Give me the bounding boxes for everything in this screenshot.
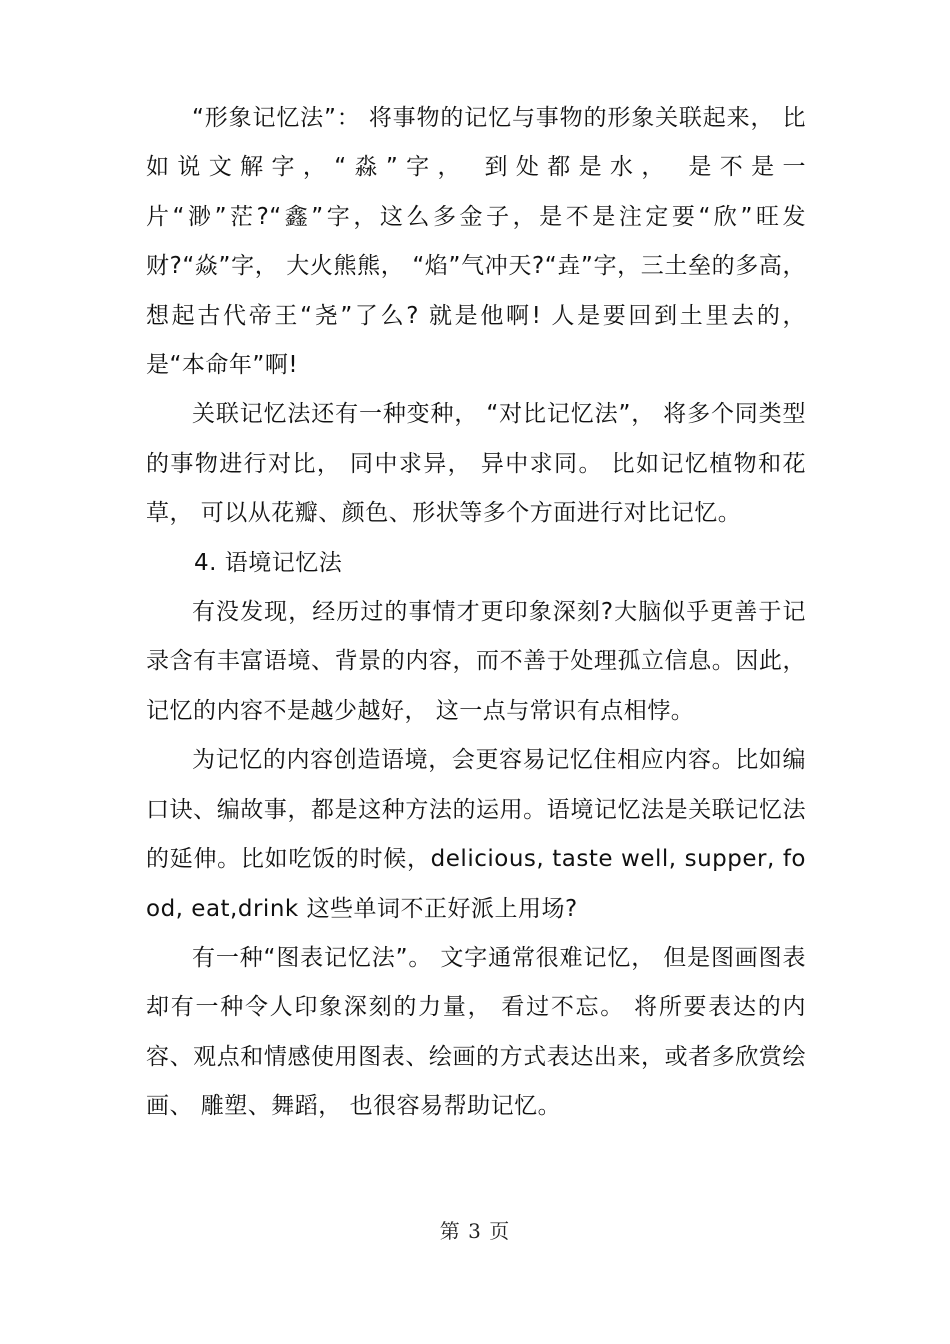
document-body [146,94,806,1132]
paragraph-contrast-memory: 关联记忆法还有一种变种， “对比记忆法”， 将多个同类型的事物进行对比， 同中求异， 异中求同。 比如记忆植物和花草， 可以从花瓣、颜色、形状等多个方面进行对比记忆。 [146,401,806,527]
page-number: 第 3 页 [439,1219,511,1243]
paragraph-image-memory: “形象记忆法”： 将事物的记忆与事物的形象关联起来， 比如说文解字，“淼”字， 到处都是水， 是不是一片“渺”茫?“鑫”字，这么多金子，是不是注定要“欣”旺发财?“焱”字， 大火熊熊， “焰”气冲天?“垚”字，三土垒的多高， 想起古代帝王“尧”了么? 就是他啊! 人是要回到土里去的， 是“本命年”啊! [146,105,806,379]
paragraph-context-intro: 有没发现，经历过的事情才更印象深刻?大脑似乎更善于记录含有丰富语境、背景的内容，而不善于处理孤立信息。因此，记忆的内容不是越少越好， 这一点与常识有点相悖。 [146,599,806,724]
section-heading-context-memory: 4. 语境记忆法 [194,549,343,576]
paragraph-chart-memory: 有一种“图表记忆法”。 文字通常很难记忆， 但是图画图表却有一种令人印象深刻的力量， 看过不忘。 将所要表达的内容、观点和情感使用图表、绘画的方式表达出来，或者多欣赏绘画、 雕塑、舞蹈， 也很容易帮助记忆。 [146,944,806,1120]
paragraph-context-example: 为记忆的内容创造语境，会更容易记忆住相应内容。比如编口诀、编故事，都是这种方法的运用。语境记忆法是关联记忆法的延伸。比如吃饭的时候，delicious, taste well, supper, food, eat,drink 这些单词不正好派上用场? [146,747,806,922]
